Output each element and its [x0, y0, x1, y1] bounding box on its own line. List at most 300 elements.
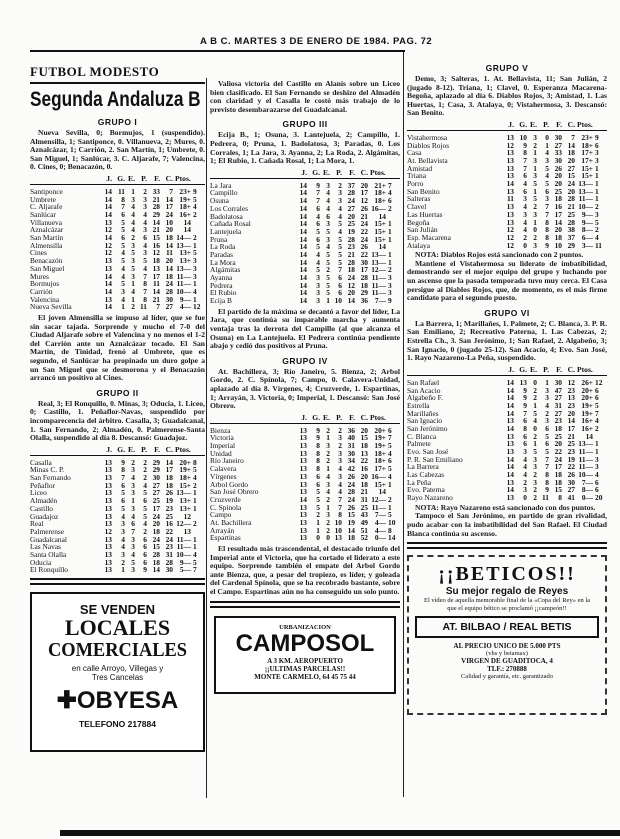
stat-cell: 14: [506, 179, 514, 189]
stat-cell: 5: [326, 288, 330, 298]
column-header: Ptos.: [370, 412, 386, 422]
stat-cell: 18: [165, 271, 173, 281]
column-header: J.: [301, 412, 307, 422]
stat-cell: 7: [338, 265, 342, 275]
stat-cell: 3: [533, 477, 537, 487]
stat-cell: 1: [388, 502, 392, 512]
stat-cell: 11: [542, 493, 549, 503]
stat-cell: 4—: [374, 517, 386, 527]
stat-cell: 24: [567, 179, 575, 189]
stat-cell: 1: [545, 140, 549, 150]
stat-cell: 3: [338, 188, 342, 198]
stat-cell: 25: [360, 502, 368, 512]
stat-cell: 38: [567, 225, 575, 235]
stat-cell: 10: [165, 217, 173, 227]
stat-cell: 5: [545, 179, 549, 189]
stat-cell: 7—: [581, 477, 593, 487]
stat-cell: 15+: [374, 219, 386, 229]
stat-cell: 0: [533, 377, 537, 387]
stat-cell: 4: [193, 286, 197, 296]
stat-cell: 12: [506, 225, 514, 235]
stat-cell: 14: [299, 249, 307, 259]
stat-cell: 5: [316, 487, 320, 497]
stat-cell: 1: [595, 171, 599, 181]
stat-cell: 2: [326, 425, 330, 435]
stat-cell: 11: [140, 302, 147, 312]
team-name: San Rafael: [407, 377, 440, 387]
group-heading: GRUPO VI: [484, 307, 530, 318]
stat-cell: 6: [143, 557, 147, 567]
stat-cell: 4: [338, 211, 342, 221]
stat-cell: 2: [326, 265, 330, 275]
stat-cell: 23+: [581, 132, 593, 142]
stat-cell: 14: [104, 186, 112, 196]
team-name: Bienza: [210, 425, 231, 435]
stat-cell: 3: [131, 534, 135, 544]
stat-cell: 20: [360, 425, 368, 435]
stat-cell: 23: [567, 400, 575, 410]
ad-headline: AT. BILBAO / REAL BETIS: [415, 616, 599, 638]
stat-cell: 5: [121, 225, 125, 235]
ad-line: (vhs y betamax): [486, 650, 528, 658]
team-name: C. Spínola: [210, 502, 242, 512]
stat-cell: 23: [165, 542, 173, 552]
column-header: E.: [530, 119, 537, 129]
ad-line: A 3 KM. AEROPUERTO: [267, 656, 343, 665]
stat-cell: 4: [523, 470, 527, 480]
page-title: Segunda Andaluza B: [30, 88, 201, 111]
team-name: Lantejuela: [210, 226, 242, 236]
stat-cell: 27: [567, 485, 575, 495]
stat-cell: 7—: [374, 510, 386, 520]
stat-cell: 31: [347, 441, 355, 451]
team-name: Almadén: [30, 496, 58, 506]
stat-cell: 25: [347, 219, 355, 229]
table-row: [30, 551, 205, 559]
stat-cell: 14: [152, 565, 160, 575]
team-name: Los Corrales: [210, 203, 248, 213]
stat-cell: 4: [326, 242, 330, 252]
stat-cell: 13—: [578, 179, 593, 189]
ad-line: URBANIZACION: [279, 623, 331, 631]
stat-cell: 19: [567, 454, 575, 464]
stat-cell: 4: [523, 202, 527, 212]
stat-cell: 2: [193, 210, 197, 220]
stat-cell: 0—: [374, 533, 386, 543]
stat-cell: 2: [533, 493, 537, 503]
stat-cell: 5: [193, 557, 197, 567]
stat-cell: 25: [165, 511, 173, 521]
team-name: Pruna: [210, 234, 228, 244]
stat-cell: 13—: [578, 439, 593, 449]
stat-cell: 2: [533, 470, 537, 480]
stat-cell: 15: [360, 433, 368, 443]
stat-cell: 21: [152, 225, 160, 235]
stat-cell: 14: [347, 296, 355, 306]
ad-line: TLF.: 270888: [487, 665, 527, 674]
stat-cell: 20: [567, 408, 575, 418]
stat-cell: 18: [554, 194, 562, 204]
group-heading: GRUPO II: [96, 387, 139, 398]
stat-cell: 4: [131, 202, 135, 212]
stat-cell: 5: [595, 400, 599, 410]
stat-cell: 28: [165, 286, 173, 296]
stat-cell: 15: [567, 171, 575, 181]
stat-cell: 24: [152, 511, 160, 521]
stat-cell: 3: [326, 219, 330, 229]
stat-cell: 5: [388, 441, 392, 451]
column-header: E.: [128, 444, 135, 454]
stat-cell: 3: [316, 280, 320, 290]
stat-cell: 1: [193, 488, 197, 498]
stat-cell: 6: [595, 477, 599, 487]
column-header: C.: [165, 444, 173, 454]
stat-cell: 15: [152, 542, 160, 552]
stat-cell: 18: [165, 233, 173, 243]
stat-cell: 14: [152, 217, 160, 227]
stat-cell: 13: [299, 479, 307, 489]
stat-cell: 13: [104, 511, 112, 521]
obyesa-logo-icon: ✚: [56, 687, 77, 714]
stat-cell: 31: [165, 549, 173, 559]
stat-cell: 9: [316, 433, 320, 443]
stat-cell: 6: [523, 431, 527, 441]
column-3: [407, 58, 607, 715]
stat-cell: 8: [545, 217, 549, 227]
stat-cell: 12: [193, 302, 201, 312]
standings-table: [407, 134, 607, 249]
stat-cell: 6: [143, 542, 147, 552]
group-2: [30, 388, 205, 574]
stat-cell: 13—: [176, 240, 191, 250]
stat-cell: 28: [165, 557, 173, 567]
stat-cell: 4: [131, 210, 135, 220]
stat-cell: 9—: [179, 557, 191, 567]
stat-cell: 7: [545, 454, 549, 464]
stat-cell: 13+: [179, 496, 191, 506]
stat-cell: 30: [554, 132, 562, 142]
stat-cell: 5: [121, 217, 125, 227]
column-header: F.: [154, 444, 160, 454]
stat-cell: 18+: [581, 140, 593, 150]
stat-cell: 31: [554, 400, 562, 410]
stat-cell: 16—: [371, 203, 386, 213]
stat-cell: 4: [121, 511, 125, 521]
stat-cell: 26: [360, 203, 368, 213]
team-name: Guadalcanal: [30, 534, 67, 544]
stat-cell: 5: [338, 249, 342, 259]
stat-cell: 2: [523, 232, 527, 242]
stat-cell: 3: [131, 256, 135, 266]
stat-cell: 11—: [176, 534, 191, 544]
stat-cell: 18: [165, 473, 173, 483]
stat-cell: 14: [104, 233, 112, 243]
team-name: Estrella: [407, 400, 430, 410]
stat-cell: 14: [378, 242, 386, 252]
stat-cell: 12: [347, 280, 355, 290]
stat-cell: 6: [316, 234, 320, 244]
stat-cell: 6: [121, 210, 125, 220]
stat-cell: 3: [131, 488, 135, 498]
stat-cell: 30: [567, 477, 575, 487]
team-name: Guadajoz: [30, 511, 59, 521]
stat-cell: 4: [121, 263, 125, 273]
stat-cell: 5: [316, 494, 320, 504]
column-header: G.: [519, 119, 527, 129]
stat-cell: 5: [143, 488, 147, 498]
stat-cell: 17+: [581, 148, 593, 158]
stat-cell: 6: [326, 211, 330, 221]
stat-cell: 4: [316, 211, 320, 221]
stat-cell: 23: [165, 503, 173, 513]
team-name: San Fernando: [30, 473, 71, 483]
divider: [30, 578, 205, 580]
stat-cell: 24: [347, 479, 355, 489]
group-4: [210, 356, 400, 597]
stat-cell: 1: [193, 496, 197, 506]
stat-cell: 1: [595, 163, 599, 173]
stat-cell: 17: [165, 202, 173, 212]
group-heading: GRUPO III: [282, 119, 328, 130]
stat-cell: 5: [121, 256, 125, 266]
stat-cell: 22: [165, 526, 173, 536]
stat-cell: 27: [554, 140, 562, 150]
stat-cell: 2: [533, 385, 537, 395]
stat-cell: 7—: [374, 296, 386, 306]
stat-cell: 11—: [578, 447, 593, 456]
stat-cell: 8: [121, 194, 125, 204]
stat-cell: 13: [506, 148, 514, 158]
stat-cell: 24: [347, 273, 355, 282]
divider: [407, 542, 607, 544]
stat-cell: 3: [326, 180, 330, 190]
stat-cell: 15: [554, 485, 562, 495]
stat-cell: 21: [152, 194, 160, 204]
stat-cell: 13: [104, 496, 112, 506]
stat-cell: 34: [347, 456, 355, 466]
stat-cell: 6: [316, 471, 320, 481]
stat-cell: 5: [545, 163, 549, 173]
stat-cell: 13: [299, 456, 307, 466]
stat-cell: 15: [152, 233, 160, 243]
stat-cell: 7: [338, 502, 342, 512]
stat-cell: 3: [595, 454, 599, 464]
running-head: A B C. MARTES 3 DE ENERO DE 1984. PAG. 72: [200, 36, 433, 47]
stat-cell: 8: [143, 279, 147, 289]
stat-cell: 43: [360, 510, 368, 520]
stat-cell: 11—: [578, 194, 593, 204]
stat-cell: 30: [165, 294, 173, 304]
stat-cell: 24: [554, 454, 562, 464]
stat-cell: 14: [554, 217, 562, 227]
team-name: Oducia: [30, 557, 52, 567]
stat-cell: 28: [360, 273, 368, 282]
stat-cell: 51: [360, 525, 368, 535]
stat-cell: 36: [347, 425, 355, 435]
stat-cell: 14: [152, 286, 160, 296]
team-name: Umbrete: [30, 194, 56, 204]
header-spacer: [407, 366, 501, 374]
stat-cell: 47: [554, 385, 562, 395]
stat-cell: 7: [523, 156, 527, 166]
stat-cell: 13: [506, 439, 514, 449]
stat-cell: 1: [121, 302, 125, 312]
stat-cell: 13: [519, 377, 527, 387]
stat-cell: 2: [338, 425, 342, 435]
stat-cell: 1: [533, 400, 537, 410]
team-name: San Miguel: [30, 263, 65, 273]
team-name: Unidad: [210, 448, 232, 458]
stat-cell: 13: [334, 533, 342, 543]
stat-cell: 15+: [374, 226, 386, 236]
stat-cell: 13: [506, 209, 514, 219]
stat-cell: 22: [554, 447, 562, 456]
stat-cell: 26: [554, 163, 562, 173]
stat-cell: 6: [523, 439, 527, 449]
stat-cell: 20+: [581, 385, 593, 395]
stat-cell: 10—: [578, 470, 593, 480]
stat-cell: 14: [299, 188, 307, 198]
stat-cell: 13: [506, 171, 514, 181]
stat-cell: 4: [338, 479, 342, 489]
stat-cell: 10—: [176, 286, 191, 296]
stat-cell: 3: [533, 156, 537, 166]
stat-cell: 12: [104, 225, 112, 235]
team-name: Paradas: [210, 249, 233, 259]
stat-cell: 13: [506, 163, 514, 173]
stat-cell: 6: [143, 549, 147, 559]
group-6: [407, 308, 607, 538]
team-name: Salteras: [407, 194, 431, 204]
stat-cell: 6: [523, 171, 527, 181]
table-row: [210, 534, 400, 542]
stat-cell: 4: [338, 203, 342, 213]
stat-cell: 2: [143, 457, 147, 467]
stat-cell: 2: [131, 457, 135, 467]
stat-cell: 9: [316, 180, 320, 190]
stat-cell: 4: [121, 294, 125, 304]
header-spacer: [30, 446, 99, 454]
stat-cell: 5: [316, 265, 320, 275]
team-name: Peñaflor: [30, 480, 56, 490]
standings-table: [210, 182, 400, 305]
stat-cell: 6: [316, 203, 320, 213]
stat-cell: 3: [326, 479, 330, 489]
ad-line: en calle Arroyo, Villegas y: [71, 664, 164, 673]
team-name: At. Bachillera: [210, 517, 252, 527]
stat-cell: 9: [523, 385, 527, 395]
stat-cell: 13: [299, 487, 307, 497]
stat-cell: 5: [533, 408, 537, 418]
stat-cell: 19+: [179, 465, 191, 475]
stat-cell: 20: [554, 171, 562, 181]
divider: [30, 82, 205, 84]
stat-cell: 18+: [374, 196, 386, 206]
stat-cell: 14: [299, 265, 307, 275]
stat-cell: 14: [104, 286, 112, 296]
stat-cell: 14: [299, 494, 307, 504]
column-header: E.: [128, 173, 135, 183]
stat-cell: 5: [338, 219, 342, 229]
stat-cell: 18: [360, 479, 368, 489]
stat-cell: 18: [152, 256, 160, 266]
stat-cell: 14: [299, 273, 307, 282]
stat-cell: 17: [152, 503, 160, 513]
stat-cell: 3: [388, 288, 392, 298]
stat-cell: 14: [506, 393, 514, 403]
stat-cell: 20: [360, 471, 368, 481]
stat-cell: 6: [143, 233, 147, 243]
table-header: [30, 446, 205, 456]
team-name: Santiponce: [30, 186, 63, 196]
stat-cell: 11—: [578, 462, 593, 472]
stat-cell: 10: [334, 517, 342, 527]
stat-cell: 0: [326, 533, 330, 543]
team-name: Arrayán: [210, 525, 235, 535]
stat-cell: 6: [388, 425, 392, 435]
team-name: Sanlúcar: [30, 210, 56, 220]
stat-cell: 14: [378, 211, 386, 221]
stat-cell: 8: [545, 232, 549, 242]
stat-cell: 3: [545, 385, 549, 395]
stat-cell: 4: [121, 271, 125, 281]
stat-cell: 2: [533, 140, 537, 150]
team-name: Valencina: [30, 294, 60, 304]
stat-cell: 14: [506, 377, 514, 387]
stat-cell: 12: [152, 248, 160, 258]
team-name: Ecija B: [210, 296, 232, 306]
team-name: El Ronquillo: [30, 565, 68, 575]
stat-cell: 9—: [581, 217, 593, 227]
stat-cell: 14: [347, 525, 355, 535]
stat-cell: 5: [326, 226, 330, 236]
stat-cell: 5: [545, 447, 549, 456]
stat-cell: 19: [347, 517, 355, 527]
ad-headline: ¡¡BETICOS!!: [438, 563, 576, 586]
stat-cell: 2: [388, 203, 392, 213]
stat-cell: 19+: [374, 433, 386, 443]
column-header: C.: [360, 167, 368, 177]
stat-cell: 7: [388, 180, 392, 190]
stat-cell: 8: [316, 464, 320, 474]
stat-cell: 4: [316, 249, 320, 259]
stat-cell: 3: [326, 441, 330, 451]
stat-cell: 20: [554, 225, 562, 235]
stat-cell: 8: [316, 441, 320, 451]
team-name: Rayo Nazareno: [407, 493, 453, 503]
stat-cell: 13: [506, 156, 514, 166]
stat-cell: 13+: [179, 248, 191, 258]
stat-cell: 1: [533, 439, 537, 449]
stat-cell: 27: [567, 163, 575, 173]
stat-cell: 29: [360, 288, 368, 298]
stat-cell: 3: [338, 471, 342, 481]
stat-cell: 8: [143, 294, 147, 304]
stat-cell: 17+: [581, 156, 593, 166]
stat-cell: 28: [347, 257, 355, 267]
stat-cell: 3: [533, 209, 537, 219]
stat-cell: 3—: [581, 240, 593, 250]
stat-cell: 3: [326, 510, 330, 520]
stat-cell: 23: [567, 447, 575, 456]
stat-cell: 4: [388, 448, 392, 458]
stat-cell: 16: [554, 202, 562, 212]
stat-cell: 4—: [374, 525, 386, 535]
stat-cell: 14: [165, 240, 173, 250]
team-name: San Martín: [30, 233, 64, 243]
stat-cell: 4: [121, 534, 125, 544]
stat-cell: 5: [338, 257, 342, 267]
